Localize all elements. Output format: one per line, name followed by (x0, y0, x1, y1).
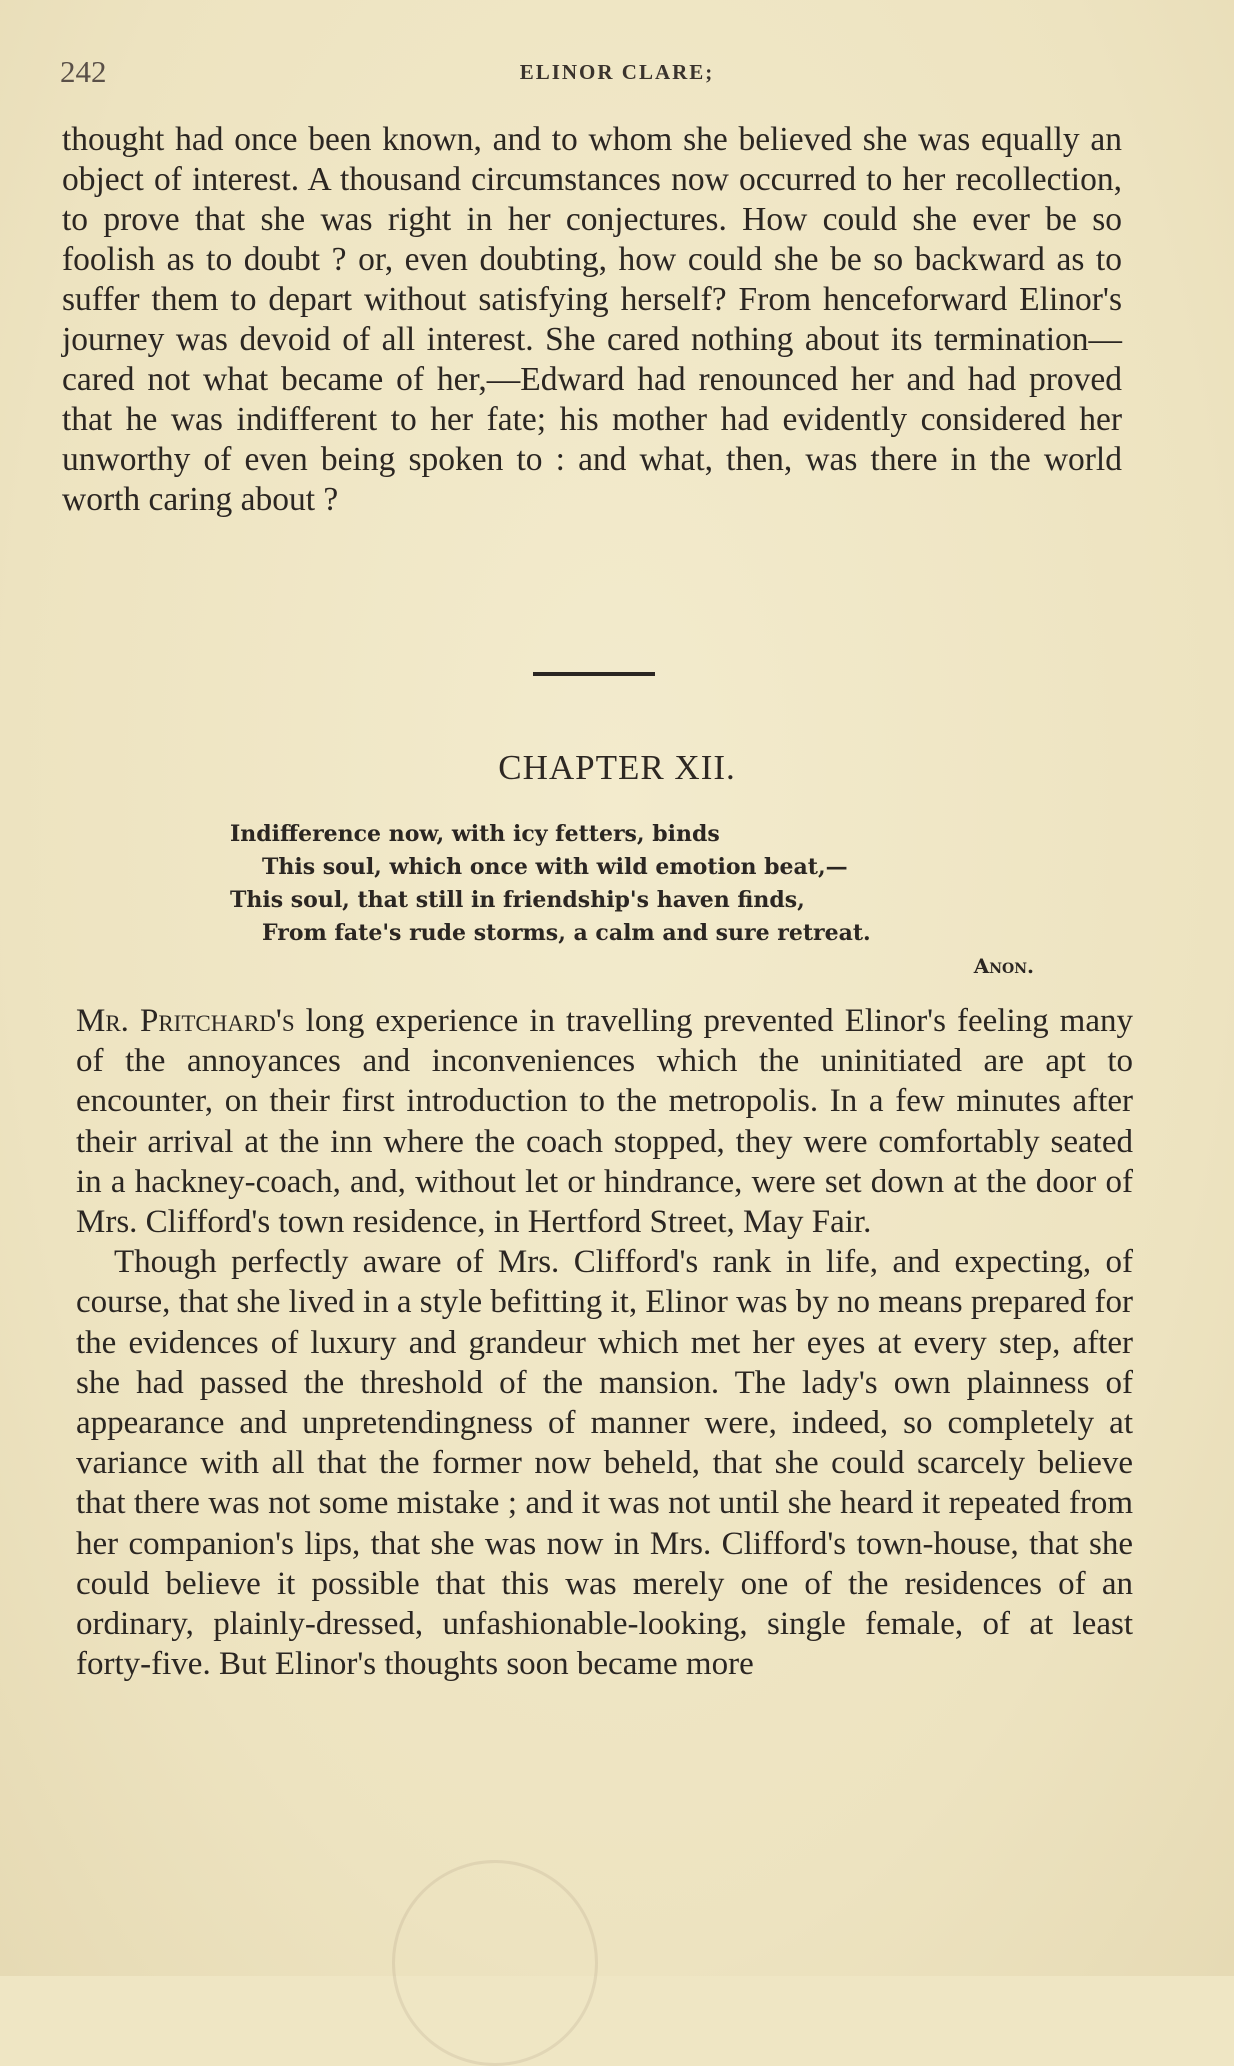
opening-paragraph: thought had once been known, and to whom she believed she was equally an object of interest. A thousand circumstances now occurred to her recollection, to prove that she was right in her conjectures. How could she ever be so foolish as to doubt ? or, even doubting, how could she be so backward as to suffer them to depart without satisfying herself? From henceforward Elinor's journey was devoid of all interest. She cared nothing about its termination—cared not what became of her,—Edward had renounced her and had proved that he was indifferent to her fate; his mother had evidently considered her unworthy of even being spoken to : and what, then, was there in the world worth caring about ? (62, 121, 1122, 518)
opening-paragraph-block (62, 120, 1122, 520)
epigraph (230, 818, 1038, 983)
library-stamp (392, 1860, 598, 2066)
section-divider-rule (533, 672, 655, 676)
page-number: 242 (60, 54, 107, 89)
epigraph-attribution: Anon. (973, 954, 1034, 978)
running-head (60, 52, 1174, 92)
epigraph-line: This soul, which once with wild emotion beat,— (262, 854, 848, 880)
chapter-paragraph: Though perfectly aware of Mrs. Clifford's rank in life, and expecting, of course, that she lived in a style befitting it, Elinor was by no means prepared for the evidences of luxury and grandeur which met her eyes at every step, after she had passed the threshold of the mansion. The lady's own plainness of appearance and unpretendingness of manner were, indeed, so completely at variance with all that the former now beheld, that she could scarcely believe that there was not some mistake ; and it was not until she heard it repeated from her companion's lips, that she was now in Mrs. Clifford's town-house, that she could believe it possible that this was merely one of the residences of an ordinary, plainly-dressed, unfashionable-looking, single female, of at least forty-five. But Elinor's thoughts soon became more (76, 1244, 1133, 1683)
epigraph-line: Indifference now, with icy fetters, binds (230, 821, 720, 847)
running-title: ELINOR CLARE; (519, 60, 715, 84)
epigraph-line: This soul, that still in friendship's haven finds, (230, 887, 805, 913)
paragraph-text: long experience in travelling prevented Elinor's feeling many of the annoyances and inconveniences which the uninitiated are apt to encounter, on their first introduction to the metropolis. In a few minutes after their arrival at the inn where the coach stopped, they were comfortably seated in a hackney-coach, and, without let or hindrance, were set down at the door of Mrs. Clifford's town residence, in Hertford Street, May Fair. (76, 1003, 1133, 1241)
paragraph-lead-words: Mr. Pritchard's (76, 1003, 295, 1039)
epigraph-line: From fate's rude storms, a calm and sure retreat. (262, 920, 871, 946)
chapter-body (76, 1001, 1133, 1684)
chapter-heading: CHAPTER XII. (498, 748, 736, 787)
chapter-paragraph (76, 1001, 1133, 1242)
